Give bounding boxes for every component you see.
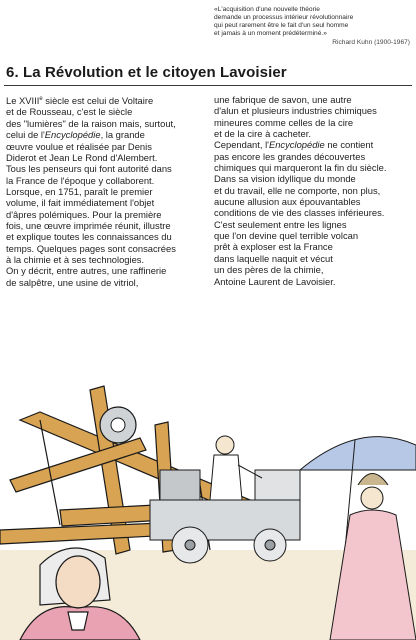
text-line: et de Rousseau, c'est le siècle bbox=[6, 106, 133, 118]
gear-wheel bbox=[100, 407, 136, 443]
body-column-right bbox=[214, 94, 414, 287]
text-line: pas encore les grandes découvertes bbox=[214, 150, 366, 162]
quote-line: «L'acquisition d'une nouvelle théorie bbox=[214, 6, 320, 13]
lady-figure bbox=[330, 474, 416, 640]
text-line: la France de l'époque y collaborent. bbox=[6, 174, 155, 186]
text-line: d'âpres polémiques. Pour la première bbox=[6, 208, 162, 220]
text-line: à la chimie et à ses technologies. bbox=[6, 253, 145, 265]
title-rule bbox=[4, 85, 412, 86]
text-line: dans laquelle naquit et vécut bbox=[214, 252, 333, 264]
text-line: Le XVIIIe siècle est celui de Voltaire bbox=[6, 95, 154, 107]
text-line: chimiques qui marqueront la fin du siècle. bbox=[214, 162, 387, 174]
text-line: d'alun et plusieurs industries chimiques bbox=[214, 105, 377, 117]
text-line: Lorsque, en 1751, paraît le premier bbox=[6, 185, 153, 197]
body-column-left bbox=[6, 94, 206, 288]
text-line: un des pères de la chimie, bbox=[214, 264, 324, 276]
text-line: une fabrique de savon, une autre bbox=[214, 94, 352, 105]
worker-figure bbox=[210, 436, 262, 500]
text-line: Tous les penseurs qui font autorité dans bbox=[6, 163, 172, 175]
text-line: de salpêtre, une usine de vitriol, bbox=[6, 276, 139, 288]
text-line: des "lumières" de la raison mais, surtout, bbox=[6, 117, 176, 129]
text-line: volume, il fait immédiatement l'objet bbox=[6, 197, 155, 209]
quote-author: Richard Kuhn (1900-1967) bbox=[332, 39, 410, 46]
text-line: Dans sa vision idyllique du monde bbox=[214, 173, 356, 185]
text-line: conditions de vie des classes inférieures. bbox=[214, 207, 385, 219]
text-line: et de la cire à cacheter. bbox=[214, 128, 311, 140]
text-line: que l'on devine quel terrible volcan bbox=[214, 230, 359, 242]
text-line: On y décrit, entre autres, une raffinerie bbox=[6, 265, 167, 277]
text-line: prêt à exploser est la France bbox=[214, 241, 333, 253]
text-line: et du travail, elle ne comporte, non plus, bbox=[214, 184, 381, 196]
quote-line: qui peut rarement être le fait d'un seul homme bbox=[214, 22, 349, 29]
text-line: Cependant, l'Encyclopédie ne contient bbox=[214, 139, 374, 151]
text-line: œuvre voulue et réalisée par Denis bbox=[6, 140, 152, 152]
epigraph-quote bbox=[214, 6, 410, 47]
text-line: Antoine Laurent de Lavoisier. bbox=[214, 275, 336, 287]
quote-line: demande un processus intérieur révolutionnaire bbox=[214, 14, 354, 21]
text-line: Diderot et Jean Le Rond d'Alembert. bbox=[6, 151, 158, 163]
comic-illustration bbox=[0, 350, 416, 640]
text-line: et explique toutes les connaissances du bbox=[6, 231, 172, 243]
chapter-title: 6. La Révolution et le citoyen Lavoisier bbox=[6, 64, 287, 81]
quote-line: et jamais à un moment prédéterminé.» bbox=[214, 30, 327, 37]
text-line: celui de l'Encyclopédie, la grande bbox=[6, 129, 145, 141]
text-line: fois, une œuvre imprimée réunit, illustre bbox=[6, 219, 171, 231]
text-line: temps. Quelques pages sont consacrées bbox=[6, 242, 176, 254]
text-line: C'est seulement entre les lignes bbox=[214, 218, 347, 230]
text-line: aucune allusion aux épouvantables bbox=[214, 196, 361, 208]
text-line: mineures comme celles de la cire bbox=[214, 116, 354, 128]
